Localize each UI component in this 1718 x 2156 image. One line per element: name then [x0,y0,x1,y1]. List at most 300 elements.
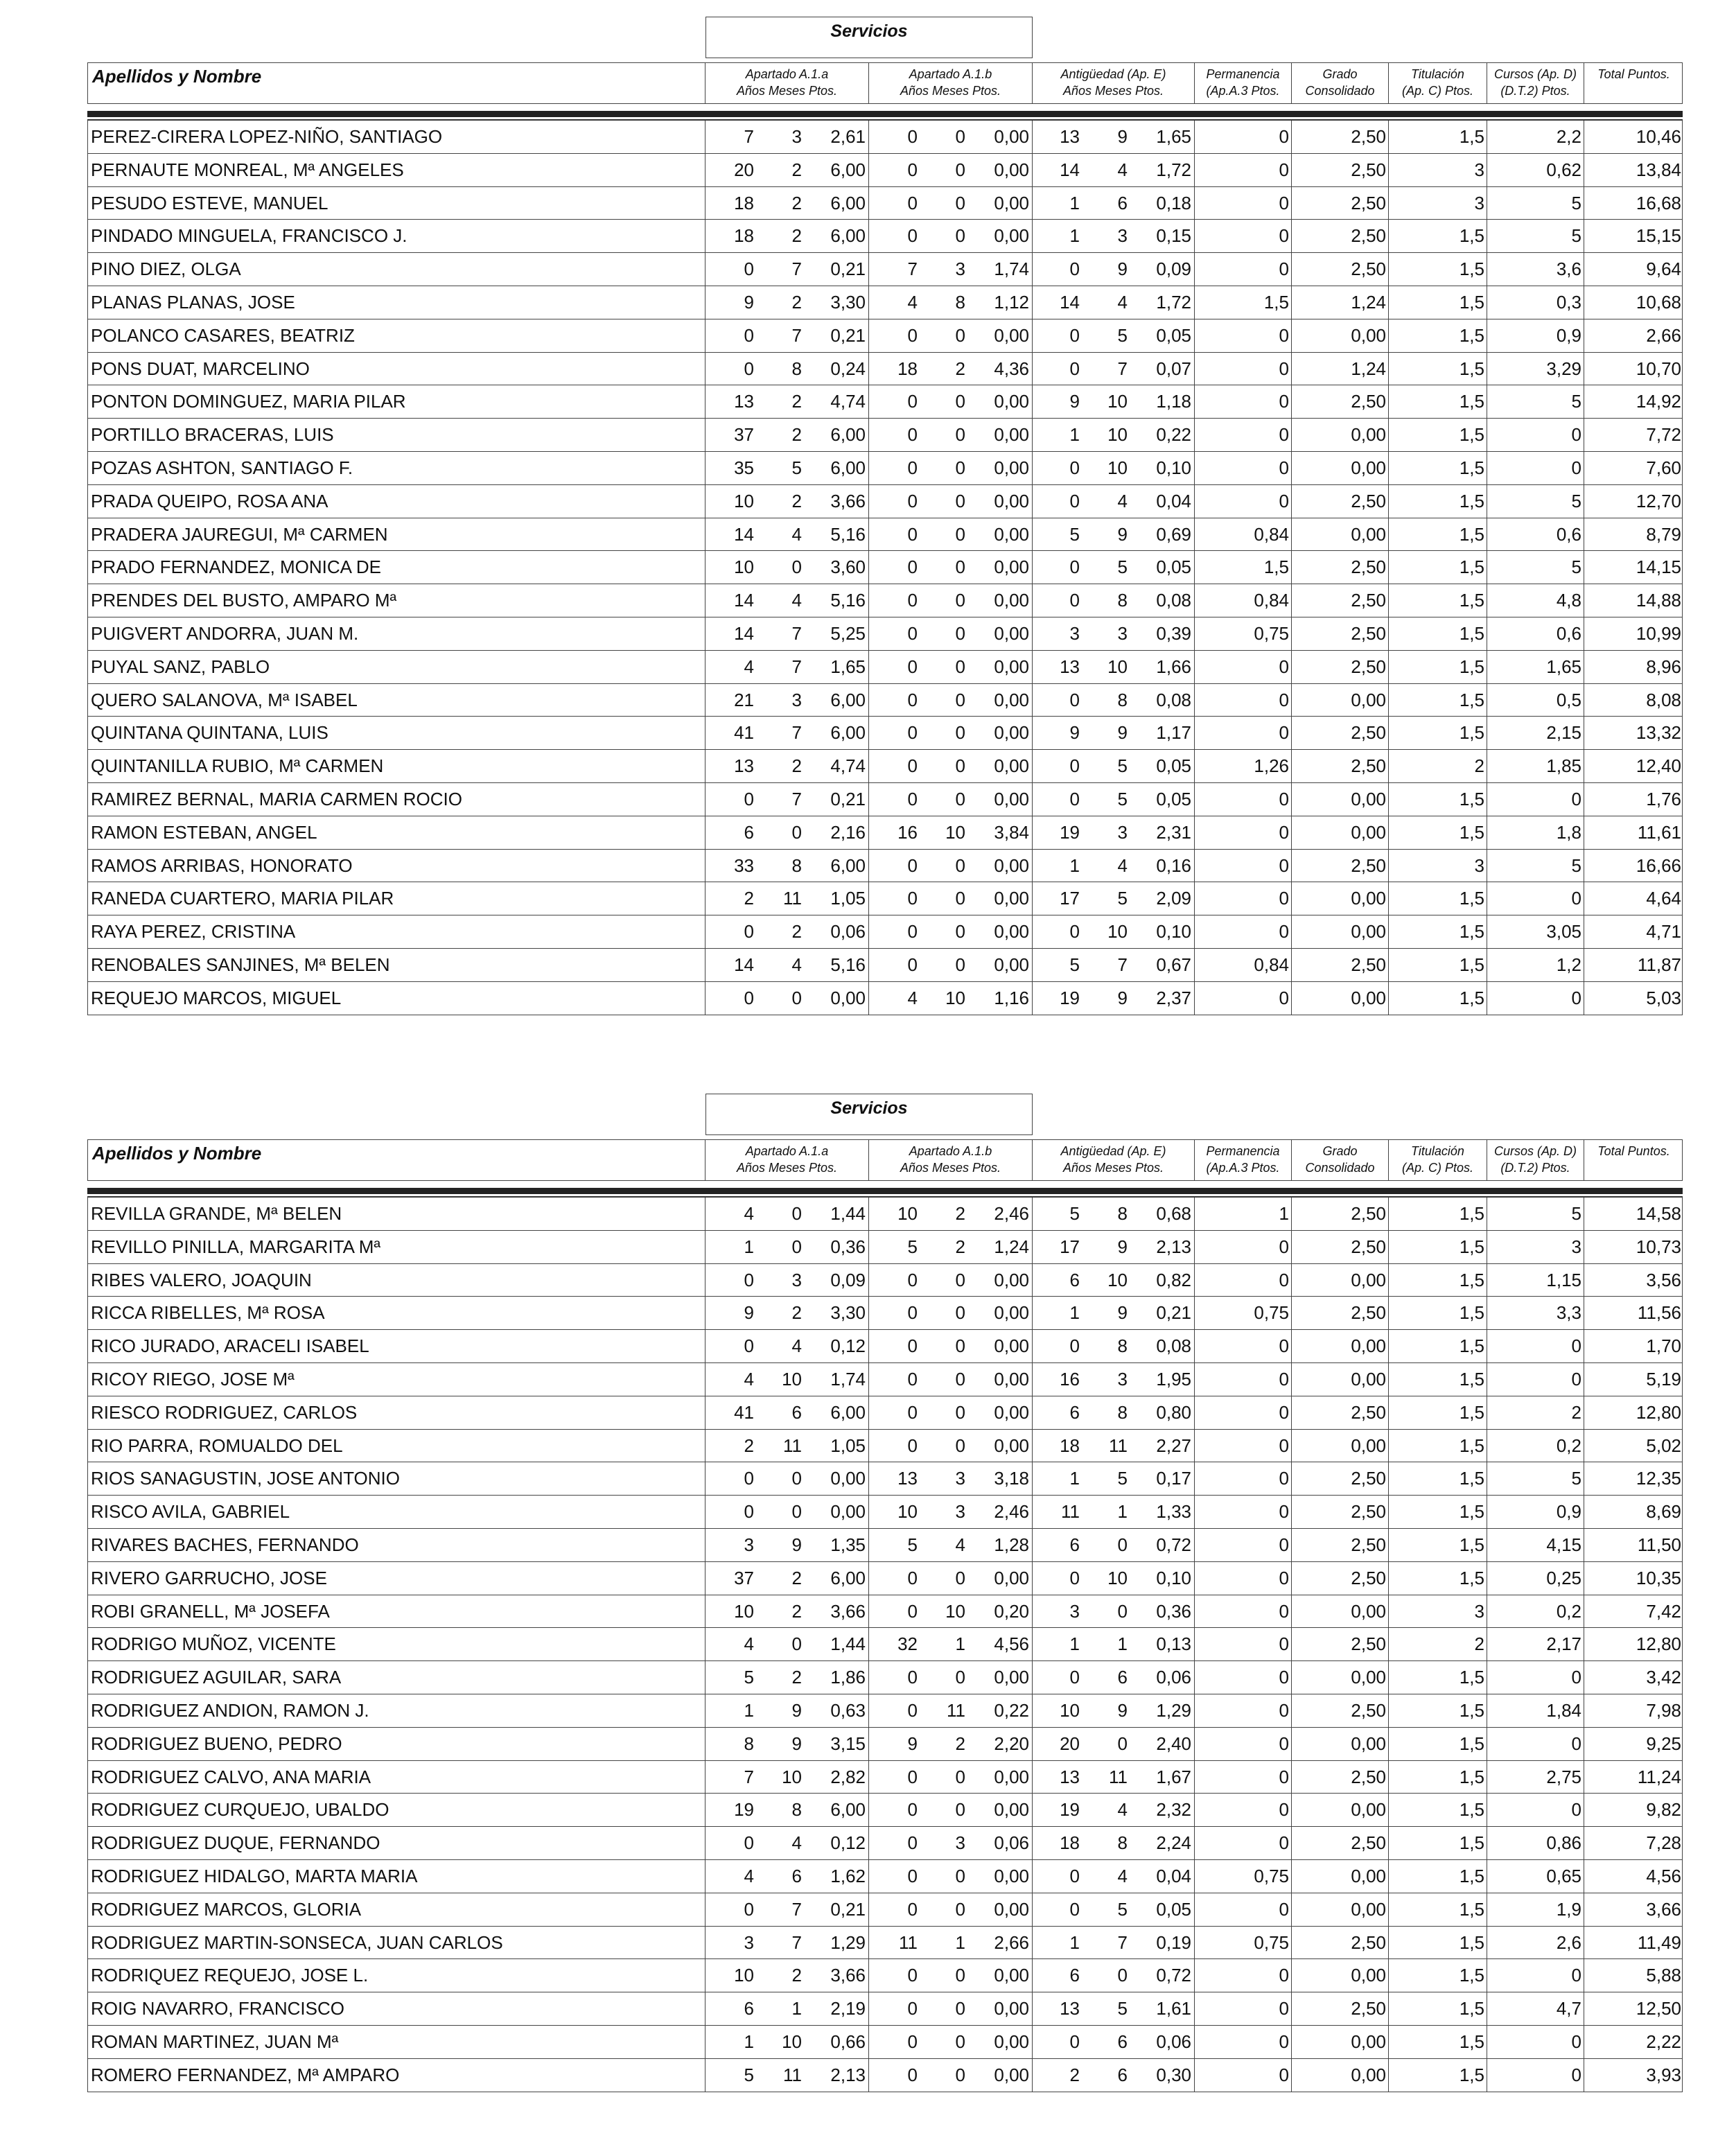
cell-a1b-anos: 0 [868,1264,918,1297]
row-name: PUYAL SANZ, PABLO [91,656,270,677]
cell-a1a-anos: 0 [705,1462,754,1495]
cell-ant-ptos: 0,07 [1156,358,1191,379]
table-row [87,1297,1683,1330]
cell-a1b-ptos: 0,00 [994,126,1029,147]
cell-ant-anos: 0 [1032,551,1080,584]
cell-ant-meses: 8 [1117,1832,1128,1854]
cell-ant-ptos: 1,17 [1156,722,1191,744]
cell-a1b-meses: 3 [955,1832,965,1854]
cell-a1b-ptos: 0,00 [994,324,1029,346]
cell-titulacion: 1,5 [1388,717,1484,749]
cell-cursos: 0 [1487,1363,1581,1396]
cell-grado: 0,00 [1291,1794,1386,1826]
cell-ant-meses: 5 [1117,556,1128,578]
grado-line2: Consolidado [1305,84,1375,98]
cell-cursos: 5 [1487,187,1581,220]
a1b-line1: Apartado A.1.b [909,1144,992,1158]
cell-a1b-anos: 0 [868,1297,918,1329]
table-row [87,187,1683,220]
header-antiguedad [1032,1140,1194,1180]
cell-titulacion: 1,5 [1388,1992,1484,2025]
table-row [87,551,1683,584]
cell-a1b-ptos: 0,00 [994,722,1029,744]
cell-a1b-anos: 0 [868,220,918,252]
cell-ant-meses: 0 [1117,1733,1128,1754]
cell-grado: 2,50 [1291,1628,1386,1660]
a1b-line1: Apartado A.1.b [909,67,992,81]
table-row [87,121,1683,154]
cell-permanencia: 0 [1194,915,1289,948]
cell-a1b-meses: 3 [955,1468,965,1489]
header-a1a [705,1140,868,1180]
table-row [87,452,1683,485]
cell-ant-anos: 3 [1032,1595,1080,1628]
cell-a1a-anos: 3 [705,1927,754,1959]
cell-a1b-meses: 0 [955,755,965,777]
cell-grado: 0,00 [1291,1330,1386,1362]
cell-a1b-meses: 0 [955,1667,965,1688]
cell-a1b-meses: 2 [955,1203,965,1224]
a1b-line2: Años Meses Ptos. [900,84,1001,98]
cell-total: 3,93 [1584,2059,1681,2092]
table-row [87,850,1683,883]
cell-cursos: 0,2 [1487,1430,1581,1462]
cell-ant-anos: 20 [1032,1728,1080,1760]
cell-ant-ptos: 1,95 [1156,1369,1191,1390]
cell-a1b-meses: 0 [955,1866,965,1886]
cell-total: 5,88 [1584,1959,1681,1992]
cell-grado: 2,50 [1291,949,1386,981]
table-row [87,1893,1683,1927]
cell-a1a-ptos: 1,44 [830,1633,866,1655]
cell-grado: 2,50 [1291,220,1386,252]
cell-grado: 2,50 [1291,584,1386,617]
cell-ant-ptos: 0,06 [1156,1667,1191,1688]
cell-a1b-anos: 0 [868,1661,918,1694]
cell-permanencia: 0,75 [1194,1297,1289,1329]
cell-cursos: 2,75 [1487,1761,1581,1794]
cell-permanencia: 0 [1194,1628,1289,1660]
row-name: RISCO AVILA, GABRIEL [91,1501,290,1523]
cell-titulacion: 1,5 [1388,1330,1484,1362]
cell-total: 3,66 [1584,1893,1681,1926]
cell-a1b-anos: 0 [868,518,918,551]
cell-titulacion: 1,5 [1388,1927,1484,1959]
cell-ant-meses: 4 [1117,854,1128,876]
cell-cursos: 0 [1487,1330,1581,1362]
row-name: PRADO FERNANDEZ, MONICA DE [91,556,381,578]
cell-titulacion: 1,5 [1388,452,1484,484]
cell-grado: 0,00 [1291,1430,1386,1462]
cell-a1a-meses: 8 [791,358,802,379]
grado-line1: Grado [1322,67,1358,81]
cell-permanencia: 0 [1194,187,1289,220]
cell-total: 12,70 [1584,485,1681,518]
cell-titulacion: 1,5 [1388,584,1484,617]
cell-total: 7,28 [1584,1827,1681,1859]
cell-permanencia: 0 [1194,452,1289,484]
header-a1b [868,1140,1032,1180]
cell-cursos: 0 [1487,1959,1581,1992]
cell-titulacion: 1,5 [1388,1827,1484,1859]
cell-ant-meses: 5 [1117,789,1128,809]
cell-a1a-anos: 6 [705,1992,754,2025]
cell-ant-anos: 13 [1032,1992,1080,2025]
cell-permanencia: 0 [1194,1363,1289,1396]
cell-a1b-anos: 0 [868,1794,918,1826]
servicios-header [705,1094,1033,1135]
cell-a1b-ptos: 1,16 [994,987,1029,1008]
cell-a1b-ptos: 0,00 [994,1435,1029,1456]
row-name: RANEDA CUARTERO, MARIA PILAR [91,888,394,909]
cell-grado: 0,00 [1291,2026,1386,2058]
cell-titulacion: 1,5 [1388,2026,1484,2058]
cell-a1a-ptos: 0,21 [830,324,866,346]
cell-a1b-ptos: 0,06 [994,1832,1029,1854]
row-name: PONS DUAT, MARCELINO [91,358,310,379]
header-divider-thick [87,1188,1683,1194]
cell-ant-ptos: 0,10 [1156,921,1191,943]
ant-line1: Antigüedad (Ap. E) [1060,67,1166,81]
cell-a1a-ptos: 3,66 [830,1965,866,1986]
cell-ant-anos: 0 [1032,1562,1080,1595]
cell-a1a-meses: 11 [783,2064,802,2085]
cell-a1b-anos: 0 [868,949,918,981]
cell-a1a-ptos: 3,30 [830,1302,866,1324]
cell-a1a-meses: 0 [791,1236,802,1257]
cell-titulacion: 1,5 [1388,1860,1484,1893]
cell-a1a-anos: 0 [705,1496,754,1528]
cell-titulacion: 1,5 [1388,253,1484,286]
ant-line2: Años Meses Ptos. [1062,1161,1164,1175]
cell-a1a-ptos: 0,12 [830,1335,866,1357]
cell-ant-ptos: 1,18 [1156,391,1191,412]
servicios-label: Servicios [830,1098,908,1118]
perm-line2: (Ap.A.3 Ptos. [1206,84,1280,98]
cell-grado: 0,00 [1291,1860,1386,1893]
cell-a1b-anos: 0 [868,1694,918,1727]
cell-titulacion: 1,5 [1388,1430,1484,1462]
cell-a1a-anos: 14 [705,617,754,650]
cell-permanencia: 1,5 [1194,551,1289,584]
table-row [87,518,1683,552]
cell-a1a-anos: 10 [705,551,754,584]
cell-grado: 0,00 [1291,518,1386,551]
cell-ant-meses: 3 [1117,225,1128,247]
cell-ant-ptos: 0,04 [1156,1866,1191,1886]
cell-a1b-meses: 1 [955,1633,965,1655]
table-row [87,617,1683,651]
cell-ant-ptos: 0,15 [1156,225,1191,247]
cell-ant-anos: 16 [1032,1363,1080,1396]
cell-a1a-ptos: 1,62 [830,1866,866,1886]
row-name: RODRIGO MUÑOZ, VICENTE [91,1633,336,1655]
cell-ant-ptos: 0,82 [1156,1269,1191,1290]
cell-grado: 0,00 [1291,882,1386,915]
cell-ant-meses: 4 [1117,292,1128,313]
cell-total: 2,66 [1584,319,1681,352]
row-name: RICO JURADO, ARACELI ISABEL [91,1335,369,1357]
table-row [87,1628,1683,1661]
cell-total: 8,79 [1584,518,1681,551]
cell-a1a-meses: 2 [791,192,802,213]
cell-permanencia: 0 [1194,850,1289,882]
cell-a1b-meses: 0 [955,1435,965,1456]
cell-a1b-anos: 0 [868,121,918,153]
cell-a1a-ptos: 0,66 [830,2031,866,2052]
servicios-header [705,17,1033,58]
cell-a1a-anos: 20 [705,154,754,186]
cell-a1a-meses: 4 [791,954,802,975]
a1a-line1: Apartado A.1.a [745,67,829,81]
table-row [87,2026,1683,2059]
cur-line2: (D.T.2) Ptos. [1500,1161,1570,1175]
cell-a1a-ptos: 2,16 [830,821,866,843]
cell-titulacion: 1,5 [1388,1496,1484,1528]
cell-ant-meses: 5 [1117,1898,1128,1920]
cell-a1a-anos: 37 [705,419,754,451]
cell-a1a-anos: 1 [705,1231,754,1263]
cell-a1a-ptos: 6,00 [830,722,866,744]
cell-total: 13,84 [1584,154,1681,186]
cell-a1a-anos: 6 [705,816,754,849]
cell-ant-meses: 0 [1117,1965,1128,1986]
cell-a1a-anos: 4 [705,1198,754,1230]
cell-a1b-meses: 0 [955,854,965,876]
cell-a1b-anos: 5 [868,1231,918,1263]
cell-a1b-ptos: 0,00 [994,1567,1029,1588]
row-name: PLANAS PLANAS, JOSE [91,292,295,313]
cell-a1b-meses: 0 [955,556,965,578]
cell-cursos: 0,9 [1487,319,1581,352]
cell-ant-meses: 0 [1117,1600,1128,1622]
cell-grado: 2,50 [1291,617,1386,650]
cell-a1b-meses: 11 [947,1700,965,1721]
cell-a1a-anos: 18 [705,220,754,252]
cell-ant-anos: 1 [1032,220,1080,252]
row-name: PRENDES DEL BUSTO, AMPARO Mª [91,590,397,611]
cell-a1a-ptos: 6,00 [830,1799,866,1821]
cell-a1a-meses: 0 [791,987,802,1008]
cell-permanencia: 0 [1194,1264,1289,1297]
cell-a1a-ptos: 1,86 [830,1667,866,1688]
cell-ant-meses: 5 [1117,888,1128,909]
table-row [87,1363,1683,1396]
cell-titulacion: 1,5 [1388,915,1484,948]
tit-line2: (Ap. C) Ptos. [1401,1161,1474,1175]
cell-a1b-ptos: 0,00 [994,755,1029,777]
cell-a1b-meses: 0 [955,2031,965,2052]
table-row [87,353,1683,386]
cell-a1b-anos: 0 [868,452,918,484]
cell-a1b-meses: 0 [955,457,965,478]
table-row [87,1595,1683,1629]
cell-a1b-meses: 0 [955,722,965,744]
cell-a1b-ptos: 0,00 [994,457,1029,478]
cell-permanencia: 0,84 [1194,518,1289,551]
cell-total: 9,82 [1584,1794,1681,1826]
cell-ant-ptos: 0,05 [1156,789,1191,809]
cell-a1b-ptos: 0,00 [994,1799,1029,1821]
cell-cursos: 0 [1487,419,1581,451]
cell-total: 7,60 [1584,452,1681,484]
cell-a1b-anos: 0 [868,651,918,683]
cell-total: 7,72 [1584,419,1681,451]
cell-grado: 1,24 [1291,286,1386,319]
cell-a1b-ptos: 0,00 [994,424,1029,446]
total-label: Total Puntos. [1597,1144,1670,1158]
table-row [87,385,1683,419]
cell-titulacion: 3 [1388,850,1484,882]
cell-ant-anos: 1 [1032,1462,1080,1495]
cell-a1a-meses: 9 [791,1700,802,1721]
cell-ant-anos: 19 [1032,982,1080,1015]
a1a-line2: Años Meses Ptos. [736,1161,838,1175]
table-row [87,1827,1683,1860]
cell-ant-meses: 9 [1117,722,1128,744]
cell-cursos: 1,2 [1487,949,1581,981]
cell-a1b-anos: 0 [868,1430,918,1462]
cell-permanencia: 0 [1194,121,1289,153]
cell-a1b-ptos: 4,56 [994,1633,1029,1655]
cell-a1b-ptos: 0,00 [994,523,1029,545]
row-name: ROMERO FERNANDEZ, Mª AMPARO [91,2064,400,2085]
cell-total: 16,68 [1584,187,1681,220]
cell-a1a-ptos: 6,00 [830,424,866,446]
cell-a1a-meses: 6 [791,1401,802,1423]
cell-a1a-meses: 0 [791,1203,802,1224]
cell-a1b-meses: 10 [945,1600,965,1622]
cell-a1a-anos: 10 [705,1959,754,1992]
cell-a1a-anos: 0 [705,1330,754,1362]
table-row [87,1396,1683,1430]
cell-ant-ptos: 2,13 [1156,1236,1191,1257]
cell-cursos: 0 [1487,982,1581,1015]
cell-ant-anos: 0 [1032,2026,1080,2058]
tit-line2: (Ap. C) Ptos. [1401,84,1474,98]
cell-a1b-meses: 0 [955,1269,965,1290]
cell-a1b-meses: 0 [955,1799,965,1821]
cell-ant-meses: 9 [1117,258,1128,280]
cell-a1a-meses: 7 [791,656,802,677]
cell-ant-ptos: 2,24 [1156,1832,1191,1854]
cell-ant-ptos: 1,72 [1156,159,1191,180]
cell-a1a-ptos: 3,60 [830,556,866,578]
row-name: PUIGVERT ANDORRA, JUAN M. [91,623,359,644]
cell-permanencia: 0,84 [1194,949,1289,981]
cell-titulacion: 1,5 [1388,1728,1484,1760]
cell-cursos: 3 [1487,1231,1581,1263]
cell-cursos: 1,8 [1487,816,1581,849]
cell-total: 2,22 [1584,2026,1681,2058]
cell-a1b-anos: 9 [868,1728,918,1760]
cell-ant-meses: 7 [1117,358,1128,379]
cell-a1a-meses: 9 [791,1733,802,1754]
cell-cursos: 0 [1487,1661,1581,1694]
cell-permanencia: 0 [1194,1959,1289,1992]
cell-a1b-ptos: 0,00 [994,1898,1029,1920]
cell-a1b-ptos: 0,00 [994,854,1029,876]
cell-a1b-ptos: 1,24 [994,1236,1029,1257]
table-row [87,1198,1683,1231]
cell-a1b-ptos: 0,00 [994,1965,1029,1986]
cell-a1b-meses: 1 [955,1931,965,1953]
cell-grado: 0,00 [1291,816,1386,849]
cell-ant-anos: 6 [1032,1264,1080,1297]
cell-a1b-anos: 10 [868,1198,918,1230]
cell-a1a-anos: 4 [705,1628,754,1660]
cell-a1b-meses: 0 [955,523,965,545]
table-row [87,253,1683,286]
cell-a1b-ptos: 3,84 [994,821,1029,843]
cell-a1a-meses: 4 [791,1832,802,1854]
cell-cursos: 3,6 [1487,253,1581,286]
cell-a1a-anos: 2 [705,882,754,915]
row-name: RENOBALES SANJINES, Mª BELEN [91,954,390,975]
cell-cursos: 0,65 [1487,1860,1581,1893]
cell-a1a-meses: 4 [791,523,802,545]
table-row [87,882,1683,915]
cell-a1a-ptos: 3,30 [830,292,866,313]
cell-titulacion: 1,5 [1388,485,1484,518]
cell-titulacion: 3 [1388,187,1484,220]
cell-a1b-anos: 0 [868,1893,918,1926]
cell-ant-meses: 10 [1107,457,1128,478]
cell-permanencia: 0,75 [1194,1927,1289,1959]
cell-a1a-meses: 11 [783,888,802,909]
cell-titulacion: 1,5 [1388,1562,1484,1595]
cell-a1b-meses: 0 [955,324,965,346]
cell-a1b-anos: 0 [868,783,918,816]
cell-cursos: 0,6 [1487,518,1581,551]
cell-a1b-ptos: 0,00 [994,2031,1029,2052]
cell-a1b-ptos: 0,00 [994,391,1029,412]
cell-total: 13,32 [1584,717,1681,749]
cell-a1b-ptos: 2,46 [994,1501,1029,1523]
cell-cursos: 0 [1487,452,1581,484]
header-antiguedad [1032,63,1194,103]
row-name: QUERO SALANOVA, Mª ISABEL [91,689,358,710]
cell-ant-anos: 0 [1032,353,1080,385]
cell-ant-meses: 8 [1117,590,1128,611]
cell-ant-anos: 0 [1032,1661,1080,1694]
cell-a1a-meses: 11 [783,1435,802,1456]
cell-permanencia: 0,84 [1194,584,1289,617]
cell-ant-anos: 9 [1032,385,1080,418]
header-grado [1291,63,1388,103]
cell-titulacion: 1,5 [1388,816,1484,849]
cell-ant-anos: 1 [1032,187,1080,220]
row-name: REVILLO PINILLA, MARGARITA Mª [91,1236,381,1257]
cell-a1a-anos: 9 [705,286,754,319]
cell-ant-meses: 0 [1117,1534,1128,1555]
cell-a1b-meses: 0 [955,921,965,943]
cell-ant-anos: 0 [1032,1893,1080,1926]
column-header-row [87,62,1683,104]
cell-grado: 2,50 [1291,651,1386,683]
cell-permanencia: 0 [1194,1595,1289,1628]
cell-a1a-ptos: 2,19 [830,1998,866,2019]
cell-a1a-meses: 0 [791,1468,802,1489]
cell-total: 12,80 [1584,1628,1681,1660]
cell-ant-ptos: 1,61 [1156,1998,1191,2019]
cell-a1b-anos: 0 [868,2026,918,2058]
cell-a1a-meses: 2 [791,424,802,446]
cell-a1a-meses: 9 [791,1534,802,1555]
row-name: RIBES VALERO, JOAQUIN [91,1269,312,1290]
cell-ant-meses: 4 [1117,1866,1128,1886]
cell-cursos: 5 [1487,850,1581,882]
